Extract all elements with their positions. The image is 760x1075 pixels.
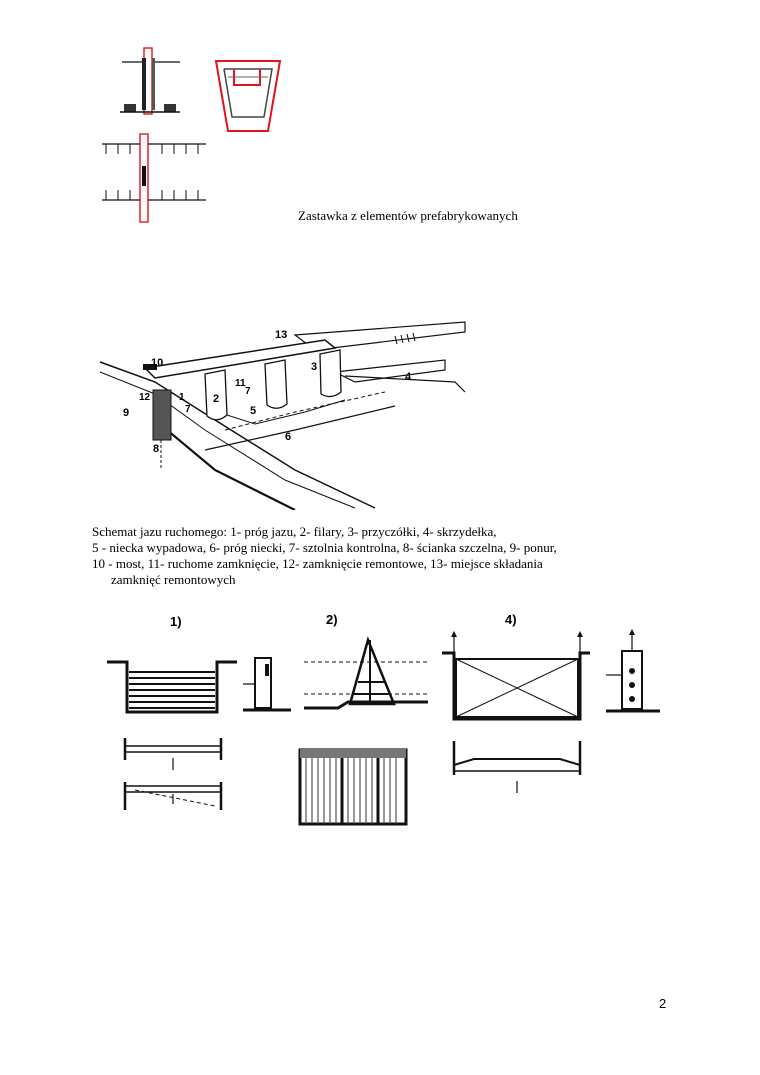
weir-label-11: 11 <box>235 378 246 389</box>
weir-label-5: 5 <box>250 405 257 417</box>
prefab-gate-plan-drawing <box>100 132 210 224</box>
weir-label-6: 6 <box>285 431 292 443</box>
weir-label-13: 13 <box>275 329 288 341</box>
weir-scheme-drawing <box>95 320 475 510</box>
weir-label-1: 1 <box>179 392 185 403</box>
page-number: 2 <box>659 996 667 1011</box>
figure2-caption-line1: Schemat jazu ruchomego: 1- próg jazu, 2- filary, 3- przyczółki, 4- skrzydełka, <box>92 524 497 539</box>
gate-type-4-drawing <box>440 625 665 805</box>
gate-type-2-drawing <box>298 632 433 832</box>
figure2-caption-line2: 5 - niecka wypadowa, 6- próg niecki, 7- sztolnia kontrolna, 8- ścianka szczelna, 9- ponur, <box>92 540 557 555</box>
weir-label-4: 4 <box>405 371 412 383</box>
figure2-caption-line3: 10 - most, 11- ruchome zamknięcie, 12- zamknięcie remontowe, 13- miejsce składania <box>92 556 543 571</box>
panel-label-4: 4) <box>505 612 517 627</box>
gate-type-1-drawing <box>105 640 295 820</box>
figure2-caption <box>92 524 652 588</box>
prefab-gate-section-drawing <box>210 55 285 135</box>
weir-label-12: 12 <box>139 392 151 403</box>
panel-label-2: 2) <box>326 612 338 627</box>
weir-label-2: 2 <box>213 393 220 405</box>
weir-label-9: 9 <box>123 407 130 419</box>
figure2-caption-line4: zamknięć remontowych <box>111 572 236 587</box>
prefab-gate-elevation-drawing <box>100 40 210 120</box>
weir-label-7a: 7 <box>185 404 191 415</box>
weir-label-10: 10 <box>151 357 164 369</box>
weir-label-3: 3 <box>311 361 318 373</box>
weir-label-7b: 7 <box>245 386 251 397</box>
figure1-caption: Zastawka z elementów prefabrykowanych <box>298 208 518 223</box>
weir-label-8: 8 <box>153 443 160 455</box>
panel-label-1: 1) <box>170 614 182 629</box>
